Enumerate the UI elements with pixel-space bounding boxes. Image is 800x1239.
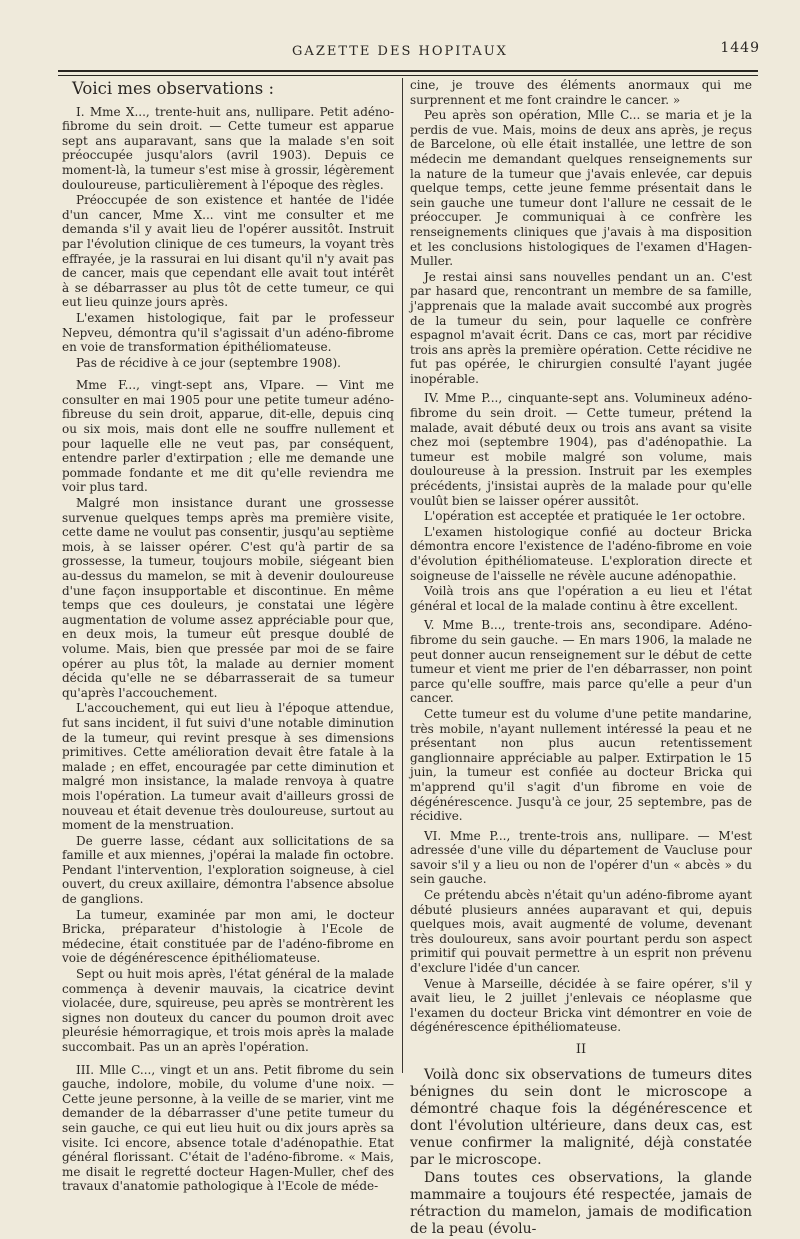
left-column: [62, 78, 394, 1195]
paragraph: La tumeur, examinée par mon ami, le docteur Bricka, préparateur d'histologie à l'Ecole de médecine, était constituée par de l'adéno-fibrome en voie de dégénérescence épithéliomateuse.: [62, 907, 394, 966]
section-number: II: [575, 1042, 587, 1057]
header-rule-thick: [58, 70, 758, 72]
paragraph: Voilà donc six observations de tumeurs dites bénignes du sein dont le microscope a démontré chaque fois la dégénérescence et dont l'évolution ultérieure, dans deux cas, est venue confirmer la malignité, déjà constatée par le microscope.: [410, 1066, 752, 1168]
paragraph: Dans toutes ces observations, la glande mammaire a toujours été respectée, jamais de rétraction du mamelon, jamais de modification de la peau (évolu-: [410, 1169, 752, 1237]
paragraph: L'examen histologique, fait par le professeur Nepveu, démontra qu'il s'agissait d'un adéno-fibrome en voie de transformation épithéliomateuse.: [62, 310, 394, 355]
paragraph: cine, je trouve des éléments anormaux qui me surprennent et me font craindre le cancer. »: [410, 78, 752, 107]
paragraph: Peu après son opération, Mlle C... se maria et je la perdis de vue. Mais, moins de deux ans après, je reçus de Barcelone, où elle était installée, une lettre de son médecin me demandant quelques renseignements sur la nature de la tumeur que j'avais enlevée, car depuis quelque temps, cette jeune femme présentait dans le sein gauche une tumeur dont l'allure ne cessait de le préoccuper. Je communiquai à ce confrère les renseignements cliniques que j'avais à ma disposition et les conclusions histologiques de l'examen d'Hagen-Muller.: [410, 108, 752, 269]
observation-5-intro: V. Mme B..., trente-trois ans, secondipare. Adéno-fibrome du sein gauche. — En mars 1906, la malade ne peut donner aucun renseignement sur le début de cette tumeur et vient me prier de l'en débarrasser, non point parce qu'elle souffre, mais parce qu'elle a peur d'un cancer.: [410, 618, 752, 706]
paragraph: Pas de récidive à ce jour (septembre 1908).: [76, 355, 341, 370]
paragraph: Venue à Marseille, décidée à se faire opérer, s'il y avait lieu, le 2 juillet j'enlevais ce néoplasme que l'examen du docteur Bricka vint démontrer en voie de dégénérescence épithéliomateuse.: [410, 976, 752, 1035]
paragraph: Cette tumeur est du volume d'une petite mandarine, très mobile, n'ayant nullement intéressé la peau et ne présentant non plus aucun retentissement ganglionnaire appréciable au palper. Extirpation le 15 juin, la tumeur est confiée au docteur Bricka qui m'apprend qu'il s'agit d'un fibrome en voie de dégénérescence. Jusqu'à ce jour, 25 septembre, pas de récidive.: [410, 706, 752, 824]
paragraph: Préoccupée de son existence et hantée de l'idée d'un cancer, Mme X... vint me consulter et me demanda s'il y avait lieu de l'opérer aussitôt. Instruit par l'évolution clinique de ces tumeurs, la voyant très effrayée, je la rassurai en lui disant qu'il n'y avait pas de cancer, mais que cependant elle avait tout intérêt à se débarrasser au plus tôt de cette tumeur, ce qui eut lieu quinze jours après.: [62, 193, 394, 310]
observation-4-intro: IV. Mme P..., cinquante-sept ans. Volumineux adéno-fibrome du sein droit. — Cette tumeur, prétend la malade, avait débuté deux ou trois ans avant sa visite chez moi (septembre 1904), pas d'adénopathie. La tumeur est mobile malgré son volume, mais douloureuse à la pression. Instruit par les exemples précédents, j'insistai auprès de la malade pour qu'elle voulût bien se laisser opérer aussitôt.: [410, 391, 752, 508]
paragraph: L'examen histologique confié au docteur Bricka démontra encore l'existence de l'adéno-fibrome en voie d'évolution épithéliomateuse. L'exploration directe et soigneuse de l'aisselle ne révèle aucune adénopathie.: [410, 524, 752, 583]
paragraph: Malgré mon insistance durant une grossesse survenue quelques temps après ma première visite, cette dame ne voulut pas consentir, jusqu'au septième mois, à se laisser opérer. C'est qu'à partir de sa grossesse, la tumeur, toujours mobile, siégeant bien au-dessus du mamelon, se mit à devenir douloureuse d'une façon insupportable et discontinue. En même temps que ces douleurs, je constatai une légère augmentation de volume assez appréciable pour que, en deux mois, la tumeur eût presque doublé de volume. Mais, bien que pressée par moi de se faire opérer au plus tôt, la malade au dernier moment décida qu'elle ne se débarrasserait de sa tumeur qu'après l'accouchement.: [62, 496, 394, 700]
paragraph: L'accouchement, qui eut lieu à l'époque attendue, fut sans incident, il fut suivi d'une notable diminution de la tumeur, qui revint presque à ses dimensions primitives. Cette amélioration devait être fatale à la malade ; en effet, encouragée par cette diminution et malgré mon insistance, la malade renvoya à quatre mois l'opération. La tumeur avait d'ailleurs grossi de nouveau et était devenue très douloureuse, surtout au moment de la menstruation.: [62, 701, 394, 833]
page-number: 1449: [720, 40, 760, 56]
observation-6-intro: VI. Mme P..., trente-trois ans, nullipare. — M'est adressée d'une ville du département de Vaucluse pour savoir s'il y a lieu ou non de l'opérer d'un « abcès » du sein gauche.: [410, 828, 752, 887]
observations-heading: Voici mes observations :: [72, 79, 275, 98]
right-column: [410, 78, 752, 1239]
observation-2-intro: Mme F..., vingt-sept ans, VIpare. — Vint me consulter en mai 1905 pour une petite tumeur adéno-fibreuse du sein droit, apparue, dit-elle, depuis cinq ou six mois, mais dont elle ne souffre nullement et pour laquelle elle ne veut pas, par conséquent, entendre parler d'extirpation ; elle me demande une pommade fondante et me dit qu'elle reviendra me voir plus tard.: [62, 378, 394, 495]
observation-1-intro: I. Mme X..., trente-huit ans, nullipare. Petit adéno-fibrome du sein droit. — Cette tumeur est apparue sept ans auparavant, sans que la malade s'en soit préoccupée jusqu'alors (avril 1903). Depuis ce moment-là, la tumeur s'est mise à grossir, légèrement douloureuse, particulièrement à l'époque des règles.: [62, 104, 394, 192]
paragraph: Ce prétendu abcès n'était qu'un adéno-fibrome ayant débuté plusieurs années auparavant et qui, depuis quelques mois, avait augmenté de volume, devenant très douloureux, sans avoir pourtant perdu son aspect primitif qui pouvait permettre à un esprit non prévenu d'exclure l'idée d'un cancer.: [410, 888, 752, 976]
paragraph: Voilà trois ans que l'opération a eu lieu et l'état général et local de la malade continu à être excellent.: [410, 584, 752, 613]
column-divider: [402, 78, 403, 1073]
header-rule-thin: [58, 75, 758, 76]
paragraph: De guerre lasse, cédant aux sollicitations de sa famille et aux miennes, j'opérai la malade fin octobre. Pendant l'intervention, l'exploration soigneuse, à ciel ouvert, du creux axillaire, démontra l'absence absolue de ganglions.: [62, 833, 394, 907]
paragraph: Je restai ainsi sans nouvelles pendant un an. C'est par hasard que, rencontrant un membre de sa famille, j'apprenais que la malade avait succombé aux progrès de la tumeur du sein, pour laquelle ce confrère espagnol m'avait écrit. Dans ce cas, mort par récidive trois ans après la première opération. Cette récidive ne fut pas opérée, le chirurgien consulté l'ayant jugée inopérable.: [410, 269, 752, 386]
observation-3-intro: III. Mlle C..., vingt et un ans. Petit fibrome du sein gauche, indolore, mobile, du volume d'une noix. — Cette jeune personne, à la veille de se marier, vint me demander de la débarrasser d'une petite tumeur du sein gauche, ce qui eut lieu huit ou dix jours après sa visite. Ici encore, absence totale d'adénopathie. Etat général florissant. C'était de l'adéno-fibrome. « Mais, me disait le regretté docteur Hagen-Muller, chef des travaux d'anatomie pathologique à l'Ecole de méde-: [62, 1062, 394, 1194]
running-title: GAZETTE DES HOPITAUX: [292, 44, 508, 59]
paragraph: L'opération est acceptée et pratiquée le 1er octobre.: [424, 509, 746, 524]
paragraph: Sept ou huit mois après, l'état général de la malade commença à devenir mauvais, la cicatrice devint violacée, dure, squireuse, peu après se montrèrent les signes non douteux du cancer du poumon droit avec pleurésie hémorragique, et trois mois après la malade succombait. Pas un an après l'opération.: [62, 967, 394, 1054]
